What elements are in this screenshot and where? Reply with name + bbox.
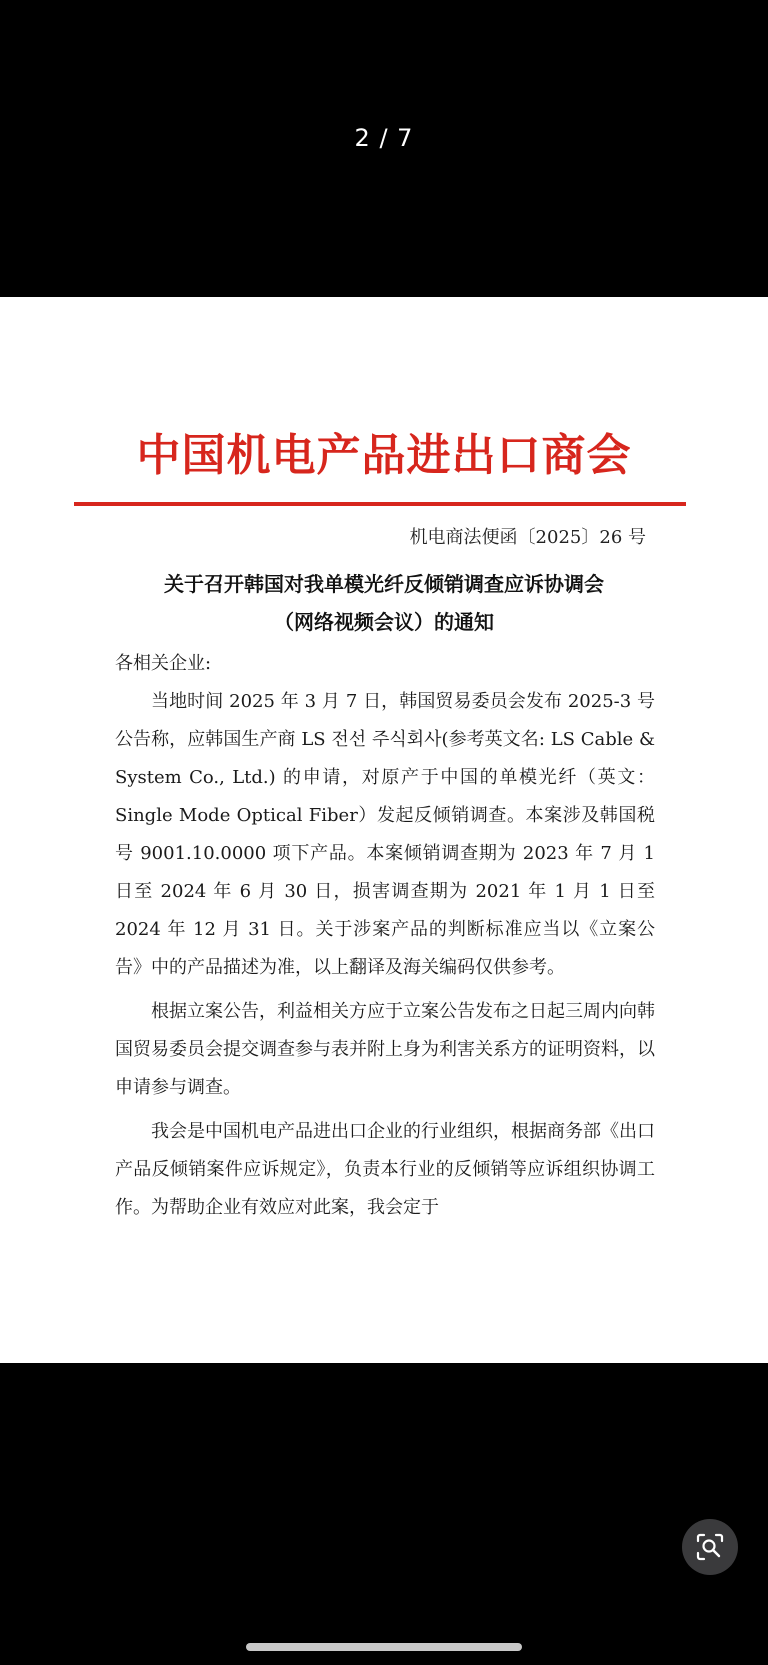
document-page[interactable] [0,297,768,1363]
document-number: 机电商法便函〔2025〕26 号 [409,527,646,548]
visual-search-button[interactable] [682,1519,738,1575]
notice-body [115,645,655,1233]
visual-search-icon [695,1532,725,1562]
body-paragraph: 根据立案公告，利益相关方应于立案公告发布之日起三周内向韩国贸易委员会提交调查参与表并附上身为利害关系方的证明资料，以申请参与调查。 [115,1001,655,1098]
notice-heading [0,565,768,641]
home-indicator[interactable] [246,1643,522,1651]
body-paragraph: 当地时间 2025 年 3 月 7 日，韩国贸易委员会发布 2025-3 号公告称，应韩国生产商 LS 전선 주식회사(参考英文名: LS Cable & System Co., Ltd.) 的申请，对原产于中国的单模光纤（英文：Single Mode Optical Fiber）发起反倾销调查。本案涉及韩国税号 9001.10.0000 项下产品。本案倾销调查期为 2023 年 7 月 1 日至 2024 年 6 月 30 日，损害调查期为 2021 年 1 月 1 日至 2024 年 12 月 31 日。关于涉案产品的判断标准应当以《立案公告》中的产品描述为准，以上翻译及海关编码仅供参考。 [115,691,655,978]
body-paragraph: 我会是中国机电产品进出口企业的行业组织，根据商务部《出口产品反倾销案件应诉规定》，负责本行业的反倾销等应诉组织协调工作。为帮助企业有效应对此案，我会定于 [115,1121,655,1218]
organization-title: 中国机电产品进出口商会 [136,430,632,481]
page-counter: 2 / 7 [354,124,414,152]
notice-heading-line-2: （网络视频会议）的通知 [274,610,494,634]
notice-heading-line-1: 关于召开韩国对我单模光纤反倾销调查应诉协调会 [164,572,604,596]
red-divider [74,502,686,506]
salutation: 各相关企业: [115,653,212,674]
